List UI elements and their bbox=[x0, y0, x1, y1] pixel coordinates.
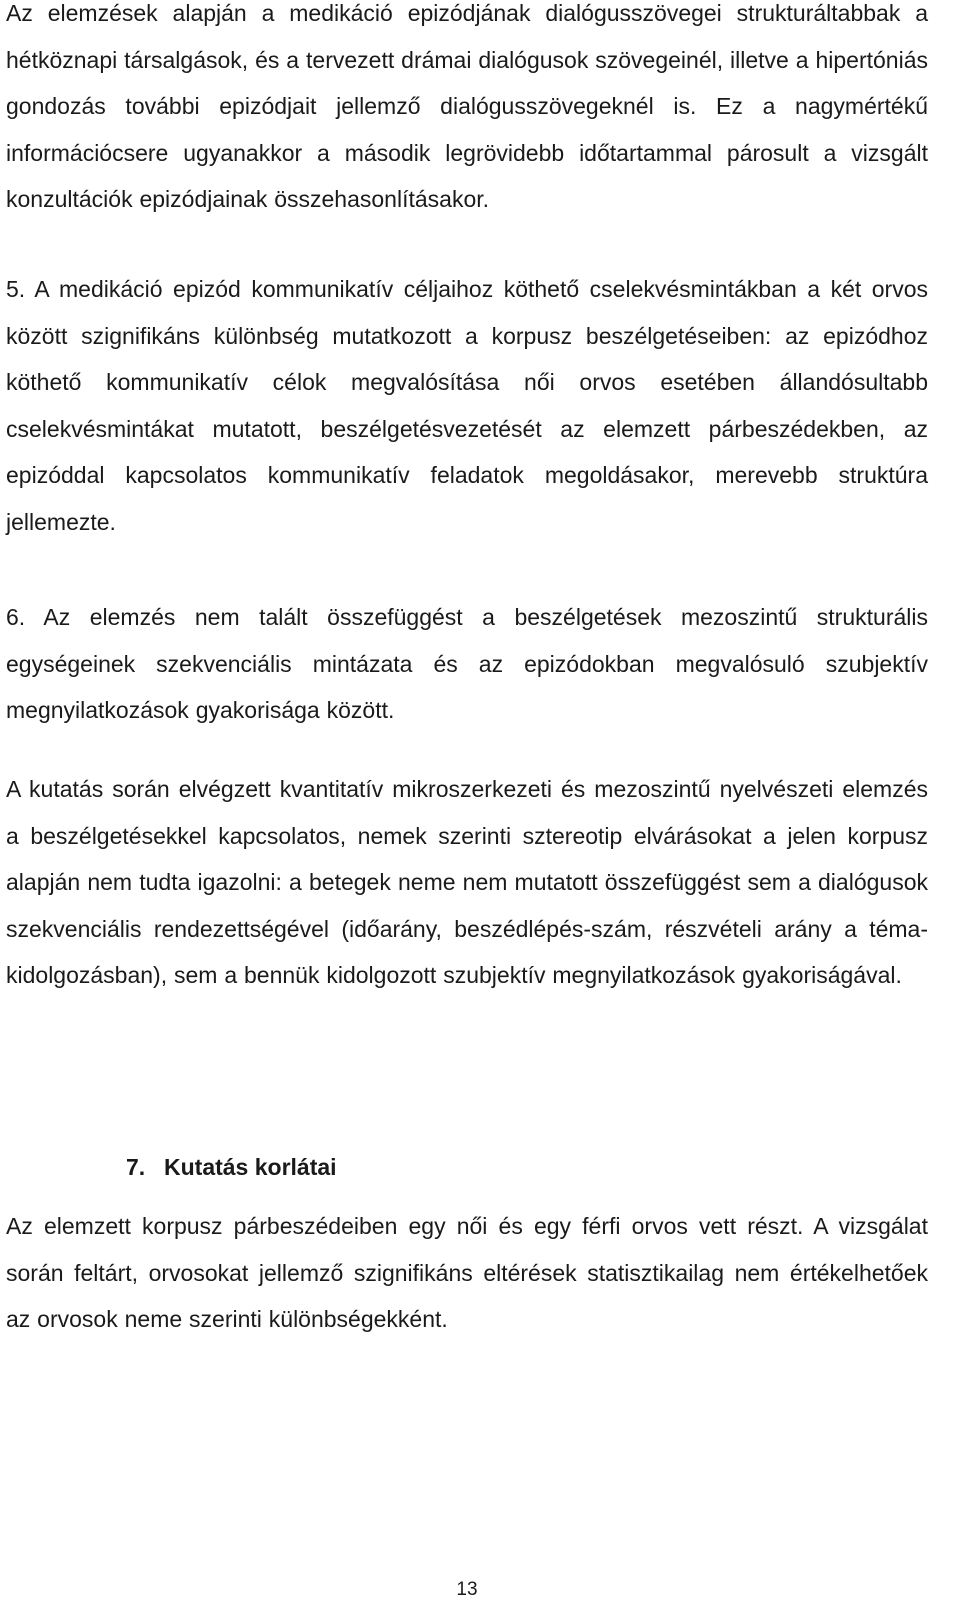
paragraph-finding-5: 5. A medikáció epizód kommunikatív céljaihoz köthető cselekvésmintákban a két orvos között szignifikáns különbség mutatkozott a korpusz beszélgetéseiben: az epizódhoz köthető kommunikatív célok megvalósítása női orvos esetében állandósultabb cselekvésmintákat mutatott, beszélgetésvezetését az elemzett párbeszédekben, az epizóddal kapcsolatos kommunikatív feladatok megoldásakor, merevebb struktúra jellemezte. bbox=[6, 276, 928, 535]
paragraph-limitations: Az elemzett korpusz párbeszédeiben egy női és egy férfi orvos vett részt. A vizsgálat során feltárt, orvosokat jellemző szignifikáns eltérések statisztikailag nem értékelhetőek az orvosok neme szerinti különbségekként. bbox=[6, 1213, 928, 1332]
section-heading-limitations bbox=[126, 1144, 337, 1190]
paragraph-medication-summary: Az elemzések alapján a medikáció epizódjának dialógusszövegei strukturáltabbak a hétköznapi társalgások, és a tervezett drámai dialógusok szövegeinél, illetve a hipertóniás gondozás további epizódjait jellemző dialógusszövegeknél is. Ez a nagymértékű információcsere ugyanakkor a második legrövidebb időtartammal párosult a vizsgált konzultációk epizódjainak összehasonlításakor. bbox=[6, 0, 928, 212]
page-number: 13 bbox=[456, 1579, 478, 1600]
section-heading-title: Kutatás korlátai bbox=[164, 1154, 337, 1180]
paragraph-research-conclusion: A kutatás során elvégzett kvantitatív mikroszerkezeti és mezoszintű nyelvészeti elemzés a beszélgetésekkel kapcsolatos, nemek szerinti sztereotip elvárásokat a jelen korpusz alapján nem tudta igazolni: a betegek neme nem mutatott összefüggést sem a dialógusok szekvenciális rendezettségével (időarány, beszédlépés-szám, részvételi arány a téma-kidolgozásban), sem a bennük kidolgozott szubjektív megnyilatkozások gyakoriságával. bbox=[6, 776, 928, 988]
section-heading-number: 7. bbox=[126, 1154, 146, 1180]
paragraph-finding-6: 6. Az elemzés nem talált összefüggést a beszélgetések mezoszintű strukturális egységeinek szekvenciális mintázata és az epizódokban megvalósuló szubjektív megnyilatkozások gyakorisága között. bbox=[6, 604, 928, 723]
